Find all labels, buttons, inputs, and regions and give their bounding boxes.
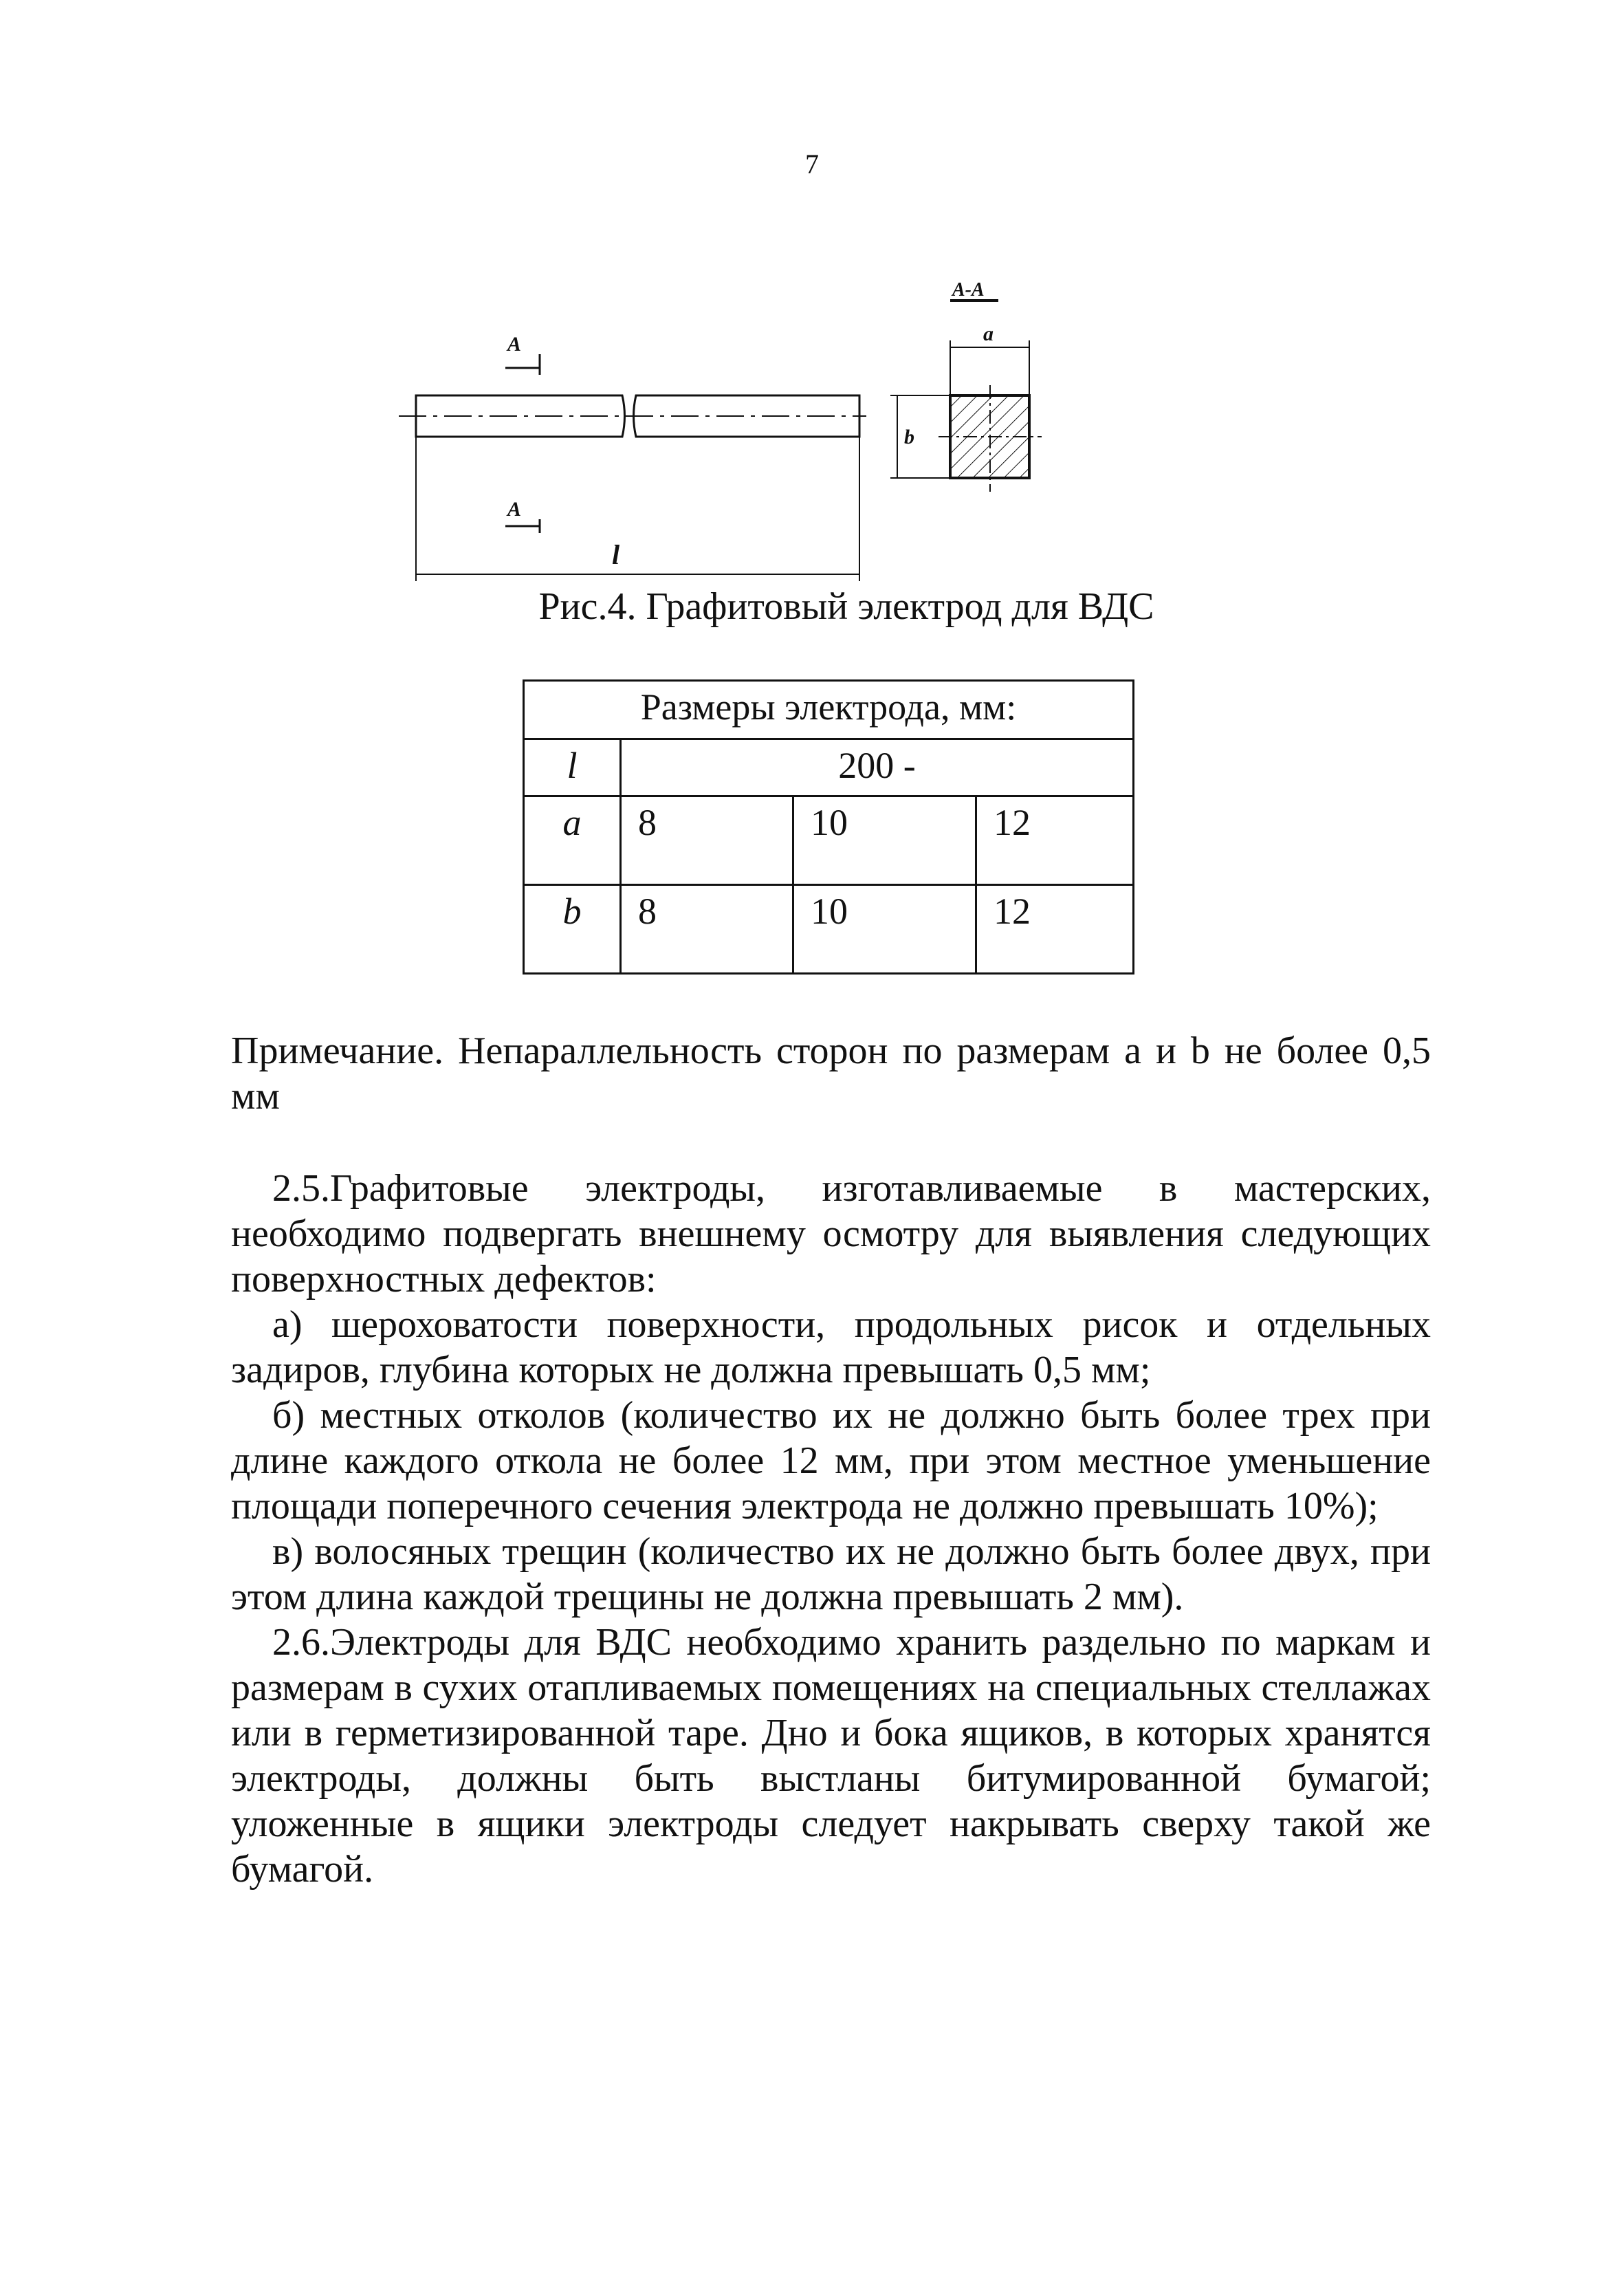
table-cell: 10 <box>793 885 976 974</box>
dim-length-label: l <box>612 539 620 570</box>
table-note: Примечание. Непараллельность сторон по размерам a и b не более 0,5 мм <box>231 1030 1431 1118</box>
table-row <box>524 739 1134 796</box>
cut-label-top: А <box>507 333 522 356</box>
table-cell: 8 <box>621 796 793 885</box>
dim-height-label: b <box>904 426 914 448</box>
table-header: Размеры электрода, мм: <box>524 681 1134 739</box>
row-variable: l <box>524 739 621 796</box>
electrode-drawing <box>385 272 1128 588</box>
electrode-drawing-svg <box>385 272 1128 588</box>
table-cell: 12 <box>976 885 1134 974</box>
table-cell: 8 <box>621 885 793 974</box>
table-row <box>524 885 1134 974</box>
list-item-b: б) местных отколов (количество их не должно быть более трех при длине каждого откола не более 12 мм, при этом местное уменьшение площади поперечного сечения электрода не должно превышать 10%); <box>231 1394 1431 1527</box>
paragraph-2-6: 2.6.Электроды для ВДС необходимо хранить раздельно по маркам и размерам в сухих отапливаемых помещениях на специальных стеллажах или в герметизированной таре. Дно и бока ящиков, в которых хранятся электроды, должны быть выстланы битумированной бумагой; уложенные в ящики электроды следует накрывать сверху такой же бумагой. <box>231 1621 1431 1891</box>
dim-width-label: a <box>983 323 994 345</box>
table-cell: 12 <box>976 796 1134 885</box>
table-cell: 200 - <box>621 739 1134 796</box>
list-item-v: в) волосяных трещин (количество их не должно быть более двух, при этом длина каждой трещины не должна превышать 2 мм). <box>231 1530 1431 1618</box>
body-text <box>231 1166 1431 1892</box>
paragraph-2-5: 2.5.Графитовые электроды, изготавливаемые в мастерских, необходимо подвергать внешнему осмотру для выявления следующих поверхностных дефектов: <box>231 1167 1431 1300</box>
table-row <box>524 796 1134 885</box>
row-variable: a <box>524 796 621 885</box>
row-variable: b <box>524 885 621 974</box>
cut-label-bottom: А <box>507 498 522 521</box>
electrode-side-view <box>399 354 866 581</box>
table-cell: 10 <box>793 796 976 885</box>
table-header-row <box>524 681 1134 739</box>
page-number: 7 <box>805 149 819 179</box>
electrode-dimensions-table <box>523 679 1134 975</box>
figure-caption: Рис.4. Графитовый электрод для ВДС <box>538 585 1154 628</box>
electrode-cross-section <box>890 323 1042 492</box>
list-item-a: а) шероховатости поверхности, продольных рисок и отдельных задиров, глубина которых не должна превышать 0,5 мм; <box>231 1303 1431 1391</box>
section-label: А-А <box>952 279 985 301</box>
